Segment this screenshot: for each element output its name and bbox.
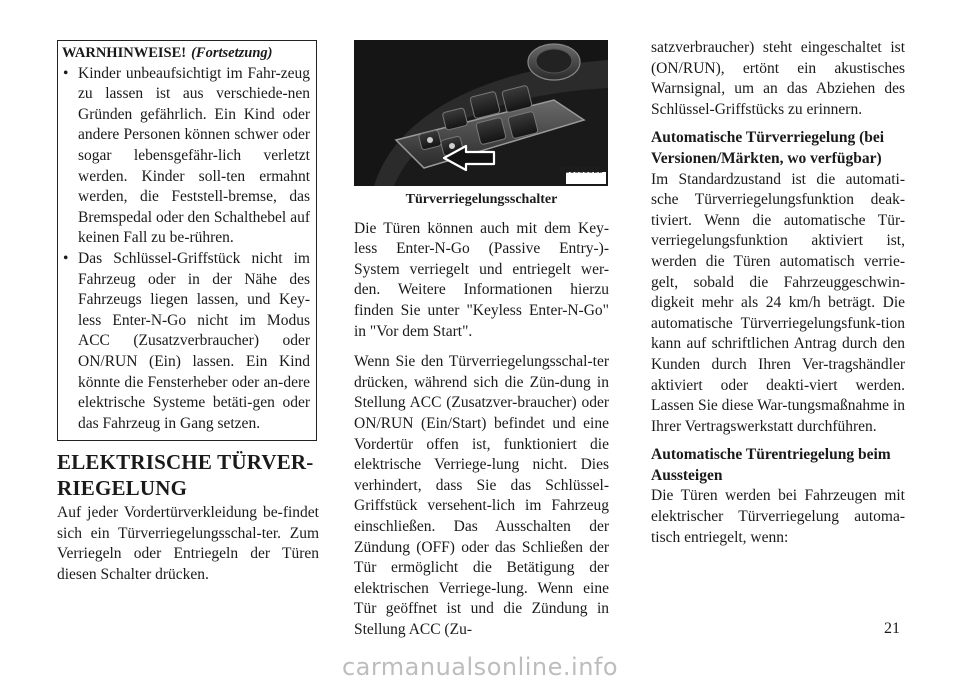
warning-title: [58, 43, 316, 64]
figure-caption: Türverriegelungsschalter: [405, 192, 558, 207]
warning-item: • Kinder unbeaufsichtigt im Fahr-zeug zu lassen ist aus verschiede-nen Gründen gefährlich. Ein Kind oder andere Personen können schwer oder sogar lebensgefähr-lich verletzt werden. Kinder soll-ten ermahnt werden, die Feststell-bremse, das Bremspedal oder den Schalthebel auf keinen Fall zu be-rühren.: [58, 64, 316, 249]
subheading-auto-unlock: Automatische Türentriegelung beim Aussteigen: [651, 446, 891, 484]
column-right: [651, 38, 905, 548]
image-id: 021835322: [560, 166, 603, 176]
door-lock-switch-photo: [354, 40, 608, 186]
warning-list: [58, 64, 316, 435]
paragraph: Im Standardzustand ist die automati-sche Türverriegelungsfunktion deak-tiviert. Wenn die automatische Tür-verriegelungsfunktion aktiviert ist, werden die Türen automatisch verrie-gelt, sobald die Fahrzeuggeschwin-digkeit mehr als 24 km/h beträgt. Die automatische Türverriegelungsfunk-tion kann auf schriftlichen Antrag durch den Kunden durch Ihren Ver-tragshändler aktiviert oder deakti-viert werden. Lassen Sie diese War-tungsmaßnahme in Ihrer Vertragswerkstatt durchführen.: [651, 170, 905, 435]
warning-title-text: WARNHINWEISE!: [62, 45, 187, 61]
section-intro: Auf jeder Vordertürverkleidung be-findet sich ein Türverriegelungsschal-ter. Zum Verriegeln oder Entriegeln der Türen diesen Schalter drücken.: [57, 504, 319, 584]
subheading-auto-lock: Automatische Türverriegelung (bei Versionen/Märkten, wo verfügbar): [651, 129, 885, 167]
warning-item: • Das Schlüssel-Griffstück nicht im Fahrzeug oder in der Nähe des Fahrzeugs liegen lassen, und Key-less Enter-N-Go nicht im Modus ACC (Zusatzverbraucher) oder ON/RUN (Ein) lassen. Ein Kind könnte die Fensterheber oder an-dere elektrische Systeme betäti-gen oder das Fahrzeug in Gang setzen.: [58, 249, 316, 434]
paragraph: Die Türen werden bei Fahrzeugen mit elektrischer Türverriegelung automa-tisch entriegelt, wenn:: [651, 487, 905, 546]
paragraph: satzverbraucher) steht eingeschaltet ist (ON/RUN), ertönt ein akustisches Warnsignal, um an das Abziehen des Schlüssel-Griffstücks zu erinnern.: [651, 39, 905, 118]
paragraph: Wenn Sie den Türverriegelungsschal-ter drücken, während sich die Zün-dung in Stellung ACC (Zusatzver-braucher) oder ON/RUN (Ein/Start) befindet und eine Vordertür offen ist, funktioniert die elektrische Verriege-lung nicht. Dies verhindert, dass Sie das Schlüssel-Griffstück versehent-lich im Fahrzeug einschließen. Das Ausschalten der Zündung (OFF) oder das Schließen der Tür ermöglicht die Betätigung der elektrischen Verriege-lung. Wenn eine Tür geöffnet ist und die Zündung in Stellung ACC (Zu-: [354, 353, 609, 638]
warning-continued: (Fortsetzung): [191, 45, 273, 61]
warning-box: [57, 40, 317, 441]
column-left: [57, 40, 319, 586]
watermark: carmanualsonline.info: [341, 653, 619, 681]
column-middle: [354, 40, 609, 640]
page-number: 21: [884, 620, 900, 637]
paragraph: Die Türen können auch mit dem Key-less Enter-N-Go (Passive Entry-)-System verriegelt und entriegelt wer-den. Weitere Informationen hierzu finden Sie unter "Keyless Enter-N-Go" in "Vor dem Start".: [354, 219, 609, 340]
section-heading: ELEKTRISCHE TÜRVER- RIEGELUNG: [57, 450, 314, 501]
